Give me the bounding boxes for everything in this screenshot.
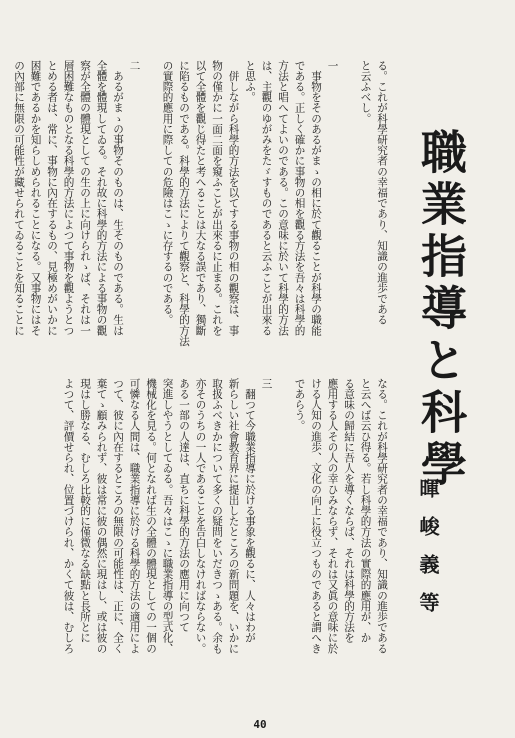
article-title: 職業指導と科學	[414, 128, 468, 492]
article-body-lower: なる。これが科學研究者の幸福であり、知識の進歩である と云へば云ひ得る。若し科學的方法の實際的應用が、か る意味の歸結に吾人を導くならば、それは科學的方法を 應用する人その人の幸ひみならず、それは又眞の意味に於 ける人知の進歩、文化の向上に役立つものであると謂へき であらう。 三 翻つて今職業指導に於ける事象を觀るに、人々はわが 新らしい社會教育界に提出したところの新問題を、いかに 取扱ふべきかについて多くの疑問をいだきつゝある。余も 亦そのうちの一人であることを告白しなければならない。 ある一部の人達は、直ちに科學的方法の應用に向つて 突進しやうとしてゐる。吾々はこゝに職業指導の型式化、 機械化を見る。何となれば生の全體の體現としての一個の 可憐なる人間は、職業指導に於ける科學的方法の適用によ つて、彼に內在するところの無限の可能性は、正に、全く 棄てゝ顧みられず、彼は常に彼の偶然に現はし、或は彼の 現はし勝なる、むしろ比較的に僅微なる缺點と長所とに よつて、評價せられ、位置づけられ、かくて彼は、むしろ	[62, 378, 388, 654]
page-number: 40	[253, 718, 267, 731]
article-body-upper: る。これが科學研究者の幸福であり、知識の進歩である と云ふべし。 一 事物をそのあるがまゝの相に於て觀ることが科學の職能 である。正しく確かに事物の相を觀る方法を吾々は科學的 方法と唱へてよいのである。この意味に於いて科學的方法 は、主觀のゆがみをたゞすものであると云ふことが出來る と思ふ。 併しながら科學的方法を以てする事物の相の觀察は、事 物の僅かに一面二面を窺ふことが出來るに止まる。これを 以て全體を觀じ得たと考へることは大なる誤であり、獨斷 に陷るものである。科學的方法によりて觀察と、科學的方法 の實際的應用に際しての危險はこゝに存するのである。 二 あるがまゝの事物そのものは、生そのものである。生は 全體を體現してゐる。それ故に科學的方法による事物の觀 察が全體の體現としての生の上に向けられゝば、それは一 層困難なものとなる科學的方法によつて事物を觀ようとつ とめる者は、常に、事物に內在するもの、見極めがいかに 困難であるかを知らしめられることになる。又事物にはそ の內部に無限の可能性が藏せられてゐることを知ることに	[13, 60, 388, 347]
article-author: 暉峻義等	[416, 478, 440, 630]
